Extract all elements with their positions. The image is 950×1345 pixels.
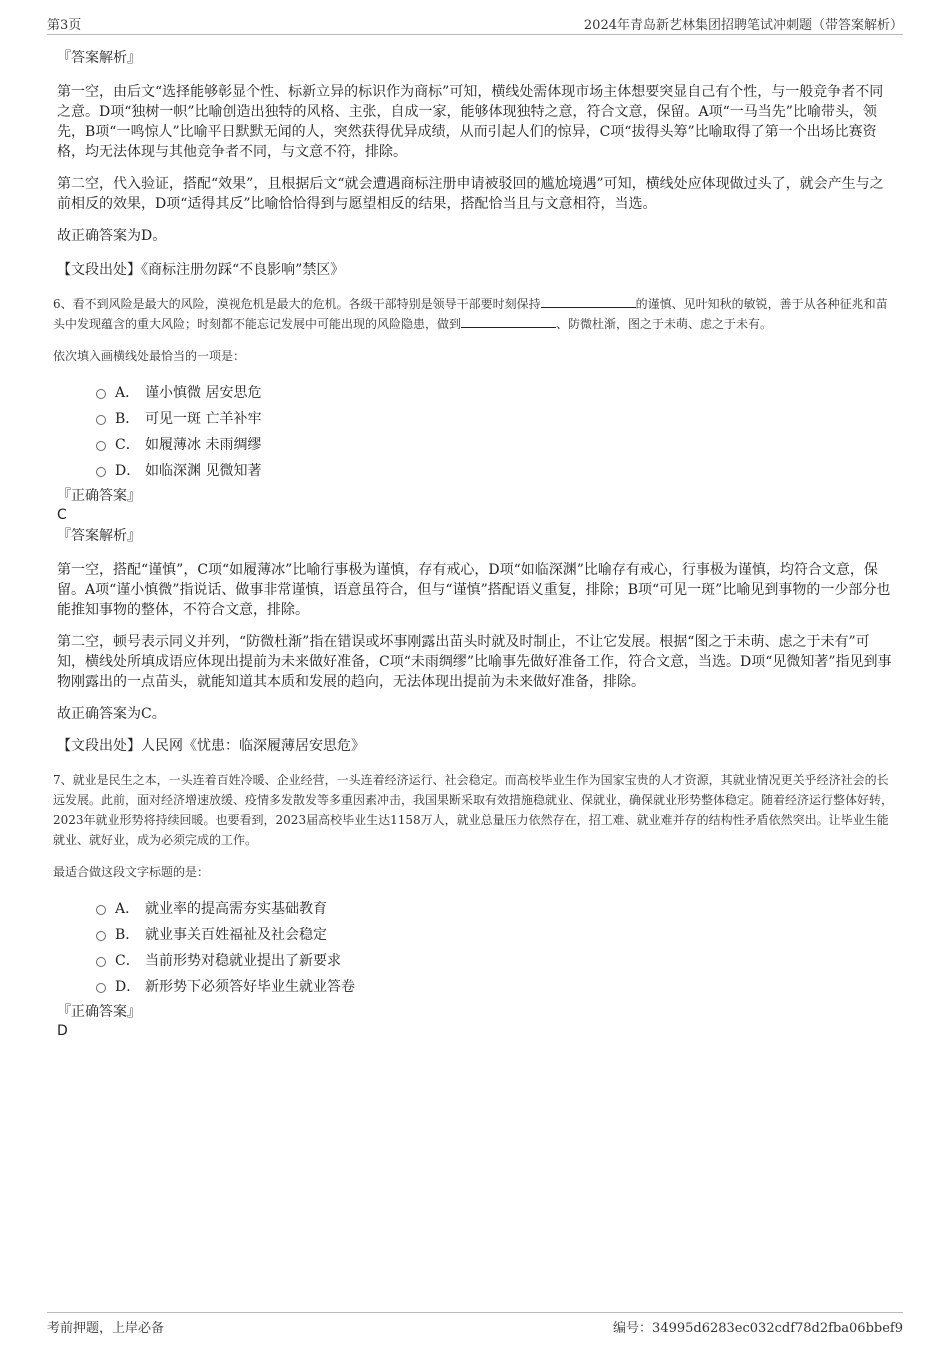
question-prompt: 最适合做这段文字标题的是： — [53, 865, 210, 879]
radio-button[interactable] — [96, 983, 106, 993]
document-title: 2024年青岛新艺林集团招聘笔试冲刺题（带答案解析） — [583, 18, 903, 33]
radio-button[interactable] — [96, 905, 106, 915]
page-footer — [47, 1312, 903, 1338]
analysis-paragraph: 第二空，代入验证，搭配“效果”，且根据后文“就会遭遇商标注册申请被驳回的尴尬境遇”可知，横线处应体现做过头了，就会产生与之前相反的效果，D项“适得其反”比喻恰恰得到与愿望相反的结果，搭配恰当且与文意相符，当选。 — [57, 176, 884, 212]
correct-answer: D — [57, 1023, 68, 1039]
option-d[interactable]: D． 如临深渊 见微知著 — [57, 458, 895, 484]
answer-options — [57, 896, 895, 1000]
option-b[interactable]: B． 可见一斑 亡羊补牢 — [57, 406, 895, 432]
fill-blank — [541, 295, 636, 308]
question-stem: 7、就业是民生之本，一头连着百姓冷暖、企业经营，一头连着经济运行、社会稳定。而高校毕业生作为国家宝贵的人才资源，其就业情况更关乎经济社会的长远发展。此前，面对经济增速放缓、疫情多发散发等多重因素冲击，我国果断采取有效措施稳就业、保就业，确保就业形势整体稳定。随着经济运行整体好转，2023年就业形势将持续回暖。也要看到，2023届高校毕业生达1158万人，就业总量压力依然存在，招工难、就业难并存的结构性矛盾依然突出。让毕业生能就业、就好业，成为必须完成的工作。 — [53, 773, 894, 847]
answer-options — [57, 380, 895, 484]
analysis-paragraph: 第二空，顿号表示同义并列，“防微杜渐”指在错误或坏事刚露出苗头时就及时制止，不让它发展。根据“图之于未萌、虑之于未有”可知，横线处所填成语应体现出提前为未来做好准备，C项“未雨绸缪”比喻事先做好准备工作，符合文意，当选。D项“见微知著”指见到事物刚露出的一点苗头，就能知道其本质和发展的趋向，无法体现出提前为未来做好准备，排除。 — [57, 634, 892, 690]
analysis-paragraph: 第一空，搭配“谨慎”，C项“如履薄冰”比喻行事极为谨慎，存有戒心，D项“如临深渊”比喻存有戒心，行事极为谨慎，均符合文意，保留。A项“谨小慎微”指说话、做事非常谨慎，语意虽符合，但与“谨慎”搭配语义重复，排除；B项“可见一斑”比喻见到事物的一少部分也能推知事物的整体，不符合文意，排除。 — [57, 562, 891, 618]
radio-button[interactable] — [96, 389, 106, 399]
radio-button[interactable] — [96, 415, 106, 425]
analysis-paragraph: 第一空，由后文“选择能够彰显个性、标新立异的标识作为商标”可知，横线处需体现市场主体想要突显自己有个性，与一般竞争者不同之意。D项“独树一帜”比喻创造出独特的风格、主张，自成一家，能够体现独特之意，符合文意，保留。A项“一马当先”比喻带头，领先，B项“一鸣惊人”比喻平日默默无闻的人，突然获得优异成绩，从而引起人们的惊异，C项“拔得头筹”比喻取得了第一个出场比赛资格，均无法体现与其他竞争者不同，与文意不符，排除。 — [57, 84, 884, 160]
option-a[interactable]: A． 谨小慎微 居安思危 — [57, 380, 895, 406]
correct-answer-heading: 『正确答案』 — [57, 1004, 141, 1020]
option-b[interactable]: B． 就业事关百姓福祉及社会稳定 — [57, 922, 895, 948]
answer-conclusion: 故正确答案为D。 — [57, 228, 167, 244]
radio-button[interactable] — [96, 441, 106, 451]
correct-answer: C — [57, 507, 67, 523]
question-prompt: 依次填入画横线处最恰当的一项是： — [53, 349, 246, 363]
answer-conclusion: 故正确答案为C。 — [57, 706, 166, 722]
analysis-heading: 『答案解析』 — [57, 50, 141, 66]
page-content — [53, 44, 895, 1040]
source-citation: 【文段出处】人民网《忧患：临深履薄居安思危》 — [57, 738, 365, 754]
radio-button[interactable] — [96, 931, 106, 941]
option-a[interactable]: A． 就业率的提高需夯实基础教育 — [57, 896, 895, 922]
option-d[interactable]: D． 新形势下必须答好毕业生就业答卷 — [57, 974, 895, 1000]
footer-slogan: 考前押题，上岸必备 — [47, 1321, 165, 1336]
analysis-heading: 『答案解析』 — [57, 528, 141, 544]
radio-button[interactable] — [96, 957, 106, 967]
option-c[interactable]: C． 如履薄冰 未雨绸缪 — [57, 432, 895, 458]
option-c[interactable]: C． 当前形势对稳就业提出了新要求 — [57, 948, 895, 974]
correct-answer-heading: 『正确答案』 — [57, 488, 141, 504]
question-stem: 6、看不到风险是最大的风险，漠视危机是最大的危机。各级干部特别是领导干部要时刻保持 的谨慎、见叶知秋的敏锐，善于从各种征兆和苗头中发现蕴含的重大风险；时刻都不能忘记发展中可能出现的风险隐患，做到 、防微杜渐，图之于未萌、虑之于未有。 — [53, 297, 888, 331]
page-header — [47, 14, 903, 35]
radio-button[interactable] — [96, 467, 106, 477]
source-citation: 【文段出处】《商标注册勿踩“不良影响”禁区》 — [57, 262, 345, 278]
fill-blank — [461, 315, 556, 328]
page-number: 第3页 — [47, 18, 82, 33]
document-id: 编号：34995d6283ec032cdf78d2fba06bbef9 — [613, 1321, 903, 1336]
